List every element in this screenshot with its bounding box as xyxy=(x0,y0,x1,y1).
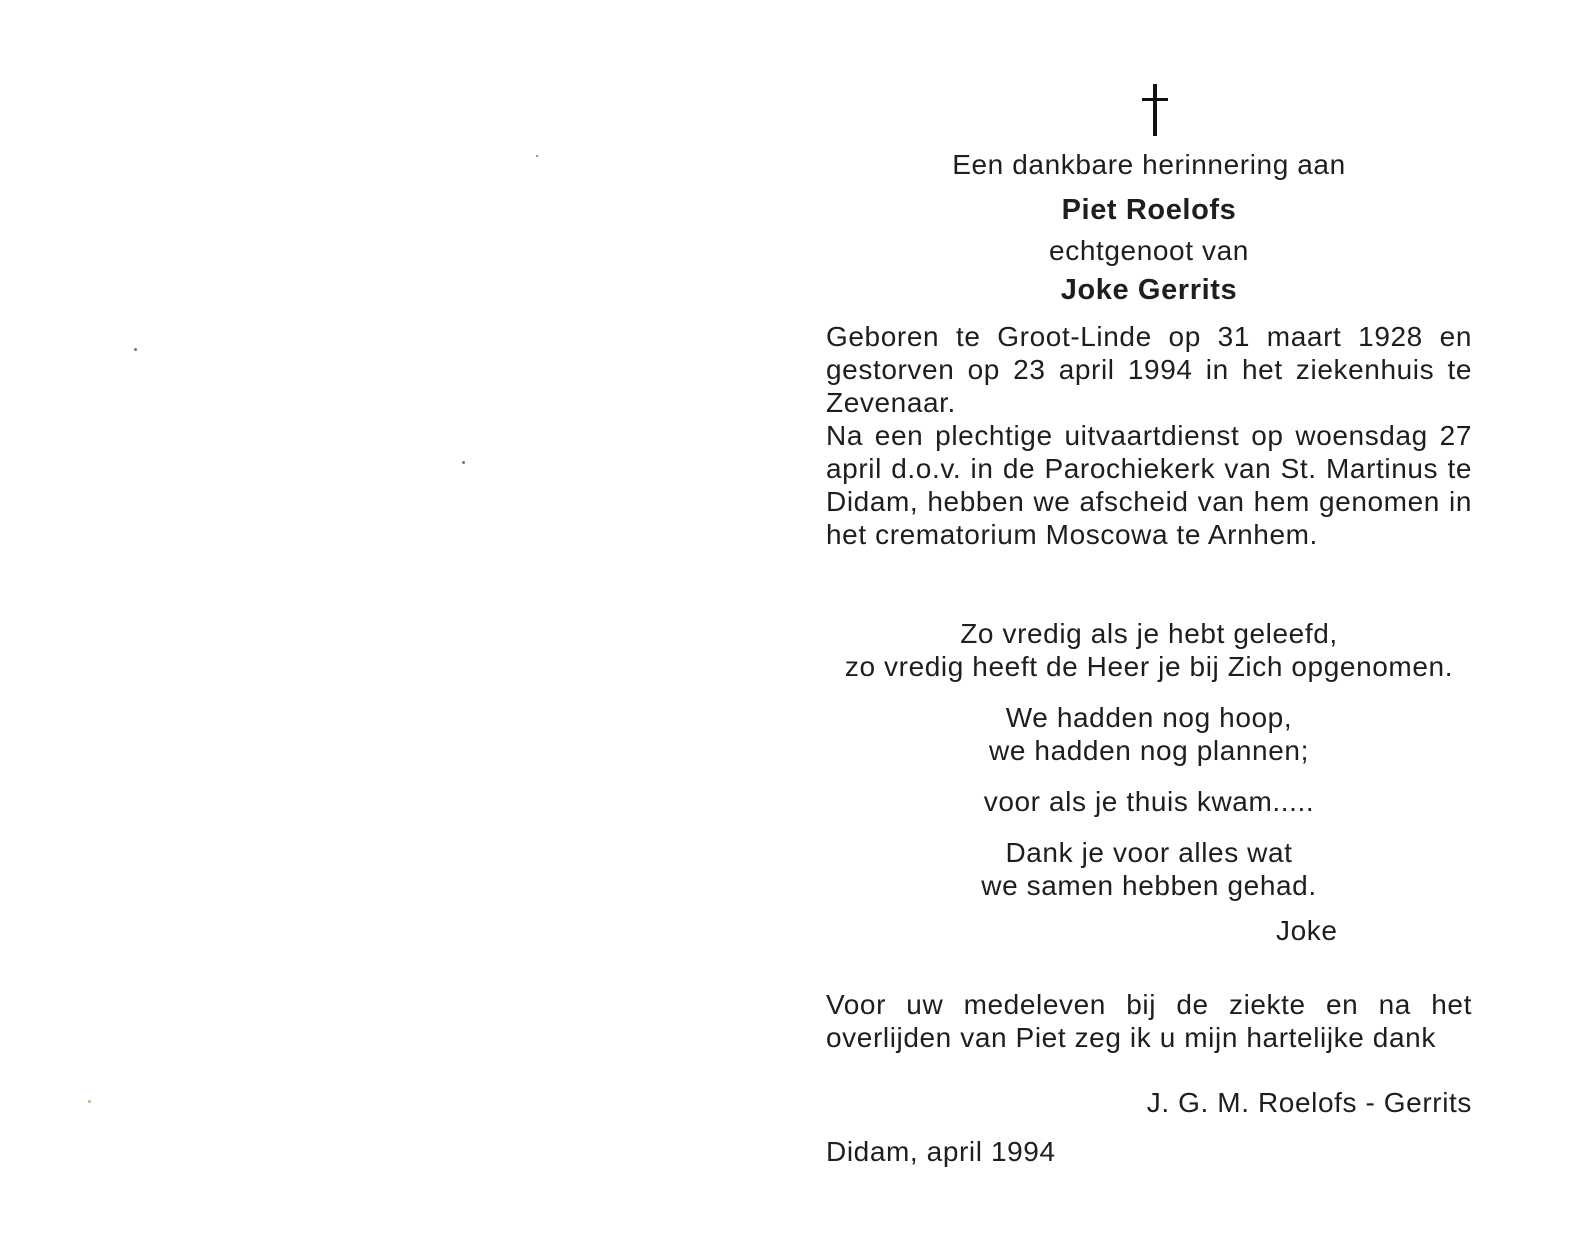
blank-left-panel xyxy=(0,0,786,1254)
paper-speck xyxy=(134,348,137,351)
poem-line: We hadden nog hoop, xyxy=(1005,702,1293,733)
relation-label: echtgenoot van xyxy=(1049,235,1249,266)
poem-signature: Joke xyxy=(1276,915,1338,946)
poem-stanza xyxy=(826,785,1472,818)
intro-line: Een dankbare herinnering aan xyxy=(952,149,1346,180)
poem-line: Zo vredig als je hebt geleefd, xyxy=(960,618,1338,649)
poem-stanza xyxy=(826,701,1472,767)
poem-stanza xyxy=(826,617,1472,683)
place-date: Didam, april 1994 xyxy=(826,1136,1056,1167)
poem xyxy=(826,617,1472,920)
thanks-note: Voor uw medeleven bij de ziekte en na het overlijden van Piet zeg ik u mijn hartelijke dank xyxy=(826,989,1472,1053)
poem-line: we samen hebben gehad. xyxy=(981,870,1317,901)
bio-paragraph: Na een plechtige uitvaartdienst op woensdag 27 april d.o.v. in de Parochiekerk van St. Martinus te Didam, hebben we afscheid van hem genomen in het crematorium Moscowa te Arnhem. xyxy=(826,420,1472,550)
spouse-name: Joke Gerrits xyxy=(1060,274,1238,306)
bio-paragraph: Geboren te Groot-Linde op 31 maart 1928 en gestorven op 23 april 1994 in het ziekenhuis te Zevenaar. xyxy=(826,321,1472,418)
paper-speck xyxy=(462,461,465,464)
poem-stanza xyxy=(826,836,1472,902)
paper-speck xyxy=(536,155,538,157)
paper-speck xyxy=(88,1100,91,1103)
deceased-name: Piet Roelofs xyxy=(1061,194,1237,226)
sender-name: J. G. M. Roelofs - Gerrits xyxy=(1146,1087,1472,1118)
biography xyxy=(826,320,1472,551)
poem-line: we hadden nog plannen; xyxy=(989,735,1309,766)
poem-line: Dank je voor alles wat xyxy=(1005,837,1293,868)
poem-line: voor als je thuis kwam..... xyxy=(983,786,1315,817)
poem-line: zo vredig heeft de Heer je bij Zich opgenomen. xyxy=(844,651,1454,682)
cross-icon xyxy=(1142,84,1168,136)
